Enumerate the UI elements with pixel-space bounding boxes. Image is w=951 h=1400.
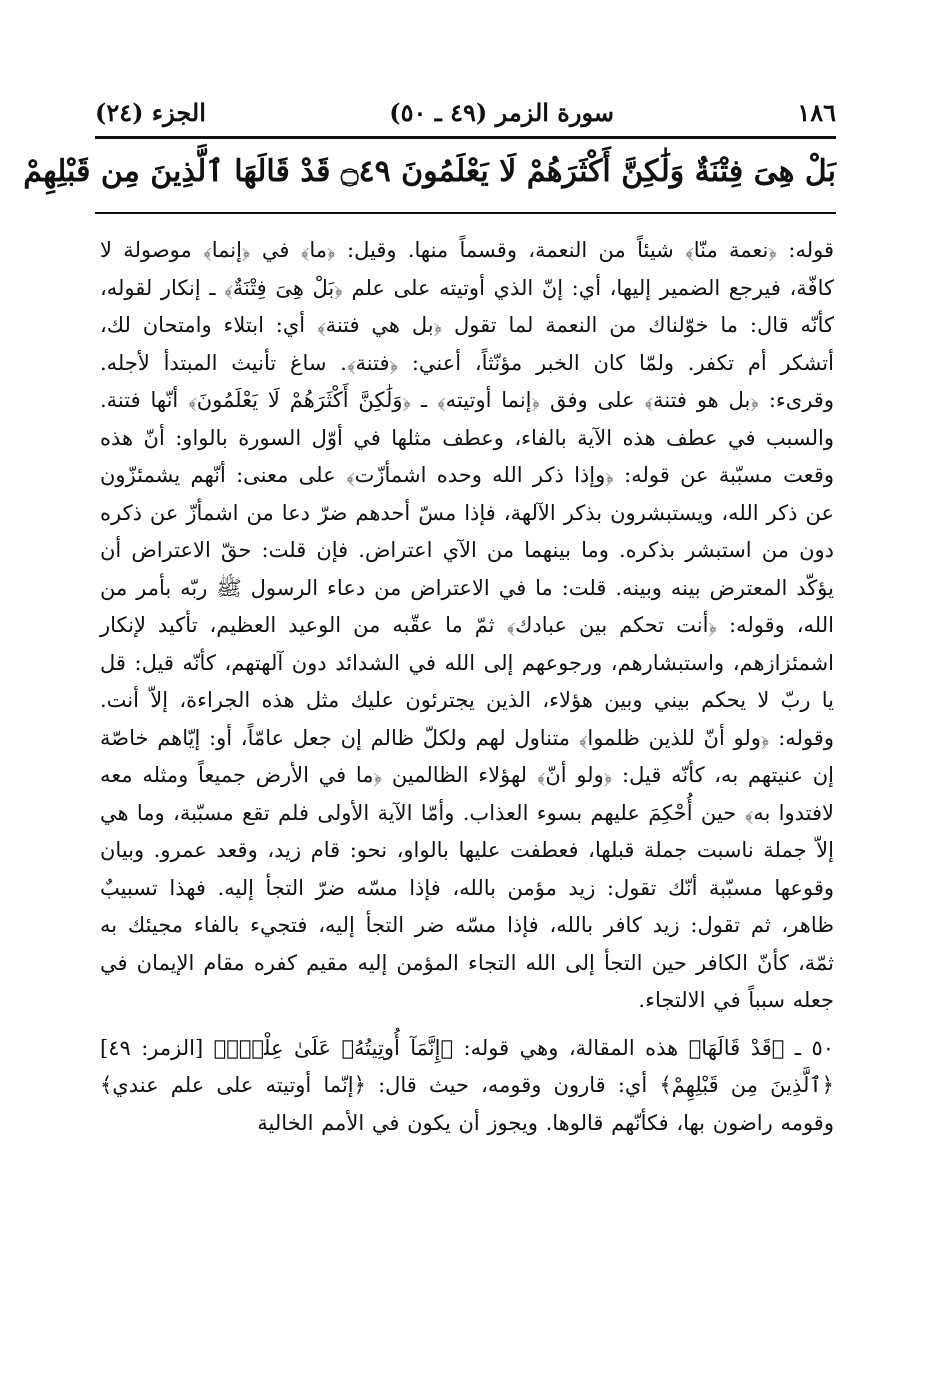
- commentary-text: [100, 232, 834, 1142]
- header-rule: [95, 136, 836, 139]
- juz-label: الجزء (٢٤): [95, 97, 206, 127]
- surah-title: سورة الزمر (٤٩ ـ ٥٠): [389, 97, 614, 127]
- page-header: [95, 92, 836, 132]
- verse-rule: [95, 212, 836, 214]
- commentary-paragraph-2: ٥٠ ـ ﴿قَدْ قَالَهَا﴾ هذه المقالة، وهي قوله: ﴿إِنَّمَآ أُوتِيتُهُۥ عَلَىٰ عِلْمٍۭ﴾ [الزمر: ٤٩] ﴿ٱلَّذِينَ مِن قَبْلِهِمْ﴾ أي: قارون وقومه، حيث قال: ﴿إنّما أوتيته على علم عندي﴾ وقومه راضون بها، فكأنّهم قالوها. ويجوز أن يكون في الأمم الخالية: [100, 1035, 834, 1135]
- commentary-paragraph-1: قوله: ﴿نعمة منّا﴾ شيئاً من النعمة، وقسماً منها. وقيل: ﴿ما﴾ في ﴿إنما﴾ موصولة لا كافّة، فيرجع الضمير إليها، أي: إنّ الذي أوتيته على علم ﴿بَلْ هِىَ فِتْنَةٌ﴾ ـ إنكار لقوله، كأنّه قال: ما خوّلناك من النعمة لما تقول ﴿بل هي فتنة﴾ أي: ابتلاء وامتحان لك، أتشكر أم تكفر. ولمّا كان الخبر مؤنّثاً، أعني: ﴿فتنة﴾. ساغ تأنيث المبتدأ لأجله. وقرىء: ﴿بل هو فتنة﴾ على وفق ﴿إنما أوتيته﴾ ـ ﴿وَلَٰكِنَّ أَكْثَرَهُمْ لَا يَعْلَمُونَ﴾ أنّها فتنة. والسبب في عطف هذه الآية بالفاء، وعطف مثلها في أوّل السورة بالواو: أنّ هذه وقعت مسبّبة عن قوله: ﴿وإذا ذكر الله وحده اشمأزّت﴾ على معنى: أنّهم يشمئزّون عن ذكر الله، ويستبشرون بذكر الآلهة، فإذا مسّ أحدهم ضرّ دعا من اشمأزّ عن ذكره دون من استبشر بذكره. وما بينهما من الآي اعتراض. فإن قلت: حقّ الاعتراض أن يؤكّد المعترض بينه وبينه. قلت: ما في الاعتراض من دعاء الرسول ﷺ ربّه بأمر من الله، وقوله: ﴿أنت تحكم بين عبادك﴾ ثمّ ما عقّبه من الوعيد العظيم، تأكيد لإنكار اشمئزازهم، واستبشارهم، ورجوعهم إلى الله في الشدائد دون آلهتهم، كأنّه قيل: قل يا ربّ لا يحكم بيني وبين هؤلاء، الذين يجترئون عليك مثل هذه الجراءة، إلاّ أنت. وقوله: ﴿ولو أنّ للذين ظلموا﴾ متناول لهم ولكلّ ظالم إن جعل عامّاً، أو: إيّاهم خاصّة إن عنيتهم به، كأنّه قيل: ﴿ولو أنّ﴾ لهؤلاء الظالمين ﴿ما في الأرض جميعاً ومثله معه لافتدوا به﴾ حين أُحْكِمَ عليهم بسوء العذاب. وأمّا الآية الأولى فلم تقع مسبّبة، وما هي إلاّ جملة ناسبت جملة قبلها، فعطفت عليها بالواو، نحو: قام زيد، وقعد عمرو. وبيان وقوعها مسبّبة أنّك تقول: زيد مؤمن بالله، فإذا مسّه ضرّ التجأ إليه. فهذا تسبيبٌ ظاهر، ثم تقول: زيد كافر بالله، فإذا مسّه ضر التجأ إليه، فتجيء بالفاء مجيئك به ثمّة، كأنّ الكافر حين التجأ إلى الله التجاء المؤمن إليه مقيم كفره مقام الإيمان في جعله سبباً في الالتجاء.: [100, 238, 834, 1012]
- quran-verse: بَلْ هِىَ فِتْنَةٌ وَلَٰكِنَّ أَكْثَرَهُمْ لَا يَعْلَمُونَ ۝٤٩ قَدْ قَالَهَا ٱلَّذِينَ مِن قَبْلِهِمْ: [23, 154, 836, 189]
- page-number: ١٨٦: [797, 97, 836, 127]
